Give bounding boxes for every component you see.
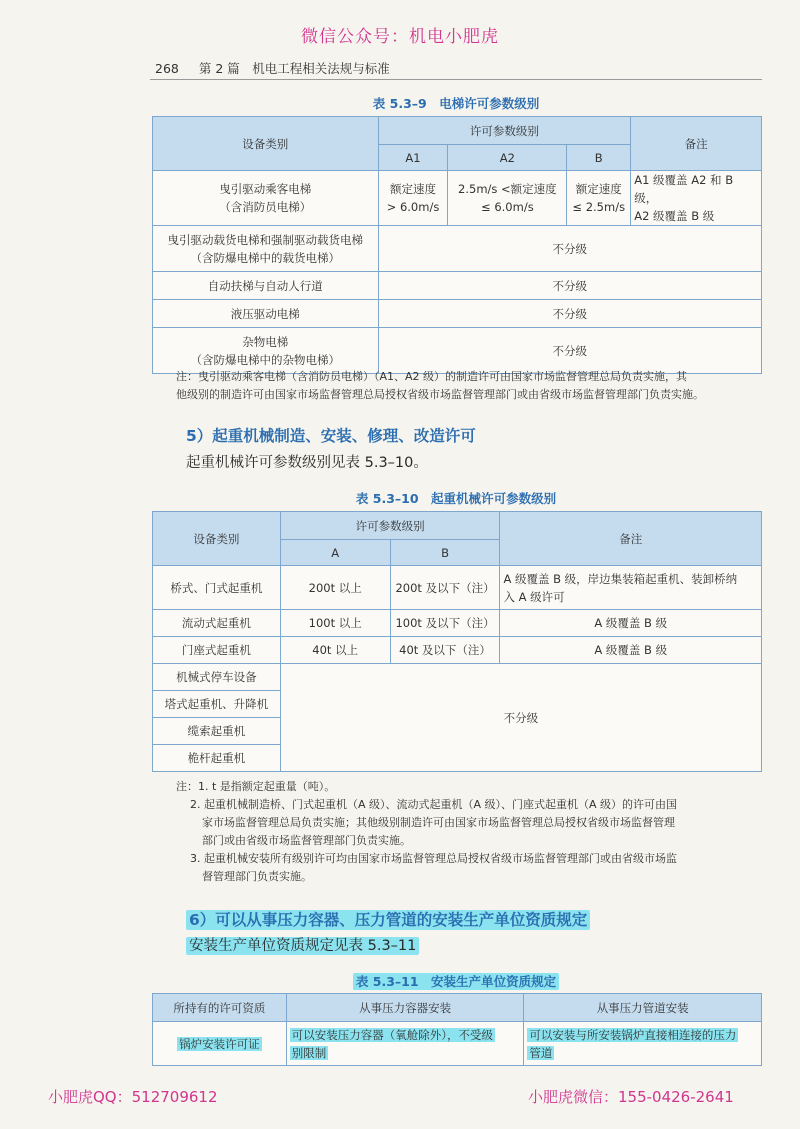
table-539 (152, 116, 762, 374)
section-5-body: 起重机械许可参数级别见表 5.3–10。 (186, 455, 428, 471)
cell-a: 100t 以上 (280, 610, 390, 637)
watermark-top: 微信公众号：机电小肥虎 (301, 27, 499, 47)
cell-vessel: 可以安装压力容器（氧舱除外），不受级 别限制 (286, 1022, 524, 1066)
cell-b: 200t 及以下（注） (390, 566, 500, 610)
header-vessel: 从事压力容器安装 (286, 994, 524, 1022)
page-number: 268 (155, 61, 179, 76)
cell-device: 门座式起重机 (153, 637, 281, 664)
cell-device: 缆索起重机 (153, 718, 281, 745)
cell-device: 自动扶梯与自动人行道 (153, 272, 379, 300)
cell-device: 桅杆起重机 (153, 745, 281, 772)
cell-note: A 级覆盖 B 级 (500, 637, 762, 664)
cell-pipe: 可以安装与所安装锅炉直接相连接的压力 管道 (524, 1022, 762, 1066)
cell-a: 200t 以上 (280, 566, 390, 610)
table-row (153, 664, 762, 691)
cell-device: 机械式停车设备 (153, 664, 281, 691)
header-pipe: 从事压力管道安装 (524, 994, 762, 1022)
table-5311-title: 表 5.3–11 安装生产单位资质规定 (150, 972, 762, 990)
cell-device: 曳引驱动载货电梯和强制驱动载货电梯 （含防爆电梯中的载货电梯） (153, 226, 379, 272)
table-row (153, 272, 762, 300)
table-row (153, 637, 762, 664)
header-note: 备注 (500, 512, 762, 566)
header-device: 设备类别 (153, 512, 281, 566)
cell-device: 塔式起重机、升降机 (153, 691, 281, 718)
section-5-heading: 5）起重机械制造、安装、修理、改造许可 (186, 427, 476, 445)
note-2: 2. 起重机械制造桥、门式起重机（A 级）、流动式起重机（A 级）、门座式起重机（A 级）的许可由国 家市场监督管理总局负责实施；其他级别制造许可由国家市场监督管理总局授权省级市场监督管理 部门或由省级市场监督管理部门负责实施。 (190, 798, 678, 847)
cell-b: 100t 及以下（注） (390, 610, 500, 637)
part-title: 第 2 篇 机电工程相关法规与标准 (198, 61, 390, 76)
cell-value: 不分级 (378, 328, 761, 374)
table-row (153, 610, 762, 637)
watermark-footer-left: 小肥虎QQ：512709612 (48, 1088, 218, 1106)
table-row (153, 300, 762, 328)
cell-device: 杂物电梯 （含防爆电梯中的杂物电梯） (153, 328, 379, 374)
cell-merged-value: 不分级 (280, 664, 761, 772)
table-539-title: 表 5.3–9 电梯许可参数级别 (372, 96, 540, 111)
cell-note: A 级覆盖 B 级 (500, 610, 762, 637)
header-a: A (280, 540, 390, 566)
cell-device: 桥式、门式起重机 (153, 566, 281, 610)
cell-value: 不分级 (378, 226, 761, 272)
note-3: 3. 起重机械安装所有级别许可均由国家市场监督管理总局授权省级市场监督管理部门或由省级市场监 督管理部门负责实施。 (190, 852, 677, 883)
cell-device: 流动式起重机 (153, 610, 281, 637)
table-5310-title: 表 5.3–10 起重机械许可参数级别 (355, 491, 557, 506)
table-5310 (152, 511, 762, 772)
table-row (153, 1022, 762, 1066)
table-row (153, 328, 762, 374)
cell-b: 40t 及以下（注） (390, 637, 500, 664)
table-5310-notes (176, 778, 766, 886)
cell-b: 额定速度 ≤ 2.5m/s (567, 171, 631, 226)
cell-note: A 级覆盖 B 级，岸边集装箱起重机、装卸桥纳 入 A 级许可 (500, 566, 762, 610)
header-b: B (390, 540, 500, 566)
header-license: 所持有的许可资质 (153, 994, 287, 1022)
table-row (153, 226, 762, 272)
table-row (153, 171, 762, 226)
cell-note: A1 级覆盖 A2 和 B 级， A2 级覆盖 B 级 (631, 171, 762, 226)
header-note: 备注 (631, 117, 762, 171)
cell-value: 不分级 (378, 300, 761, 328)
cell-a1: 额定速度 > 6.0m/s (378, 171, 448, 226)
table-row (153, 566, 762, 610)
cell-license: 锅炉安装许可证 (153, 1022, 287, 1066)
table-539-note: 注：曳引驱动乘客电梯（含消防员电梯）（A1、A2 级）的制造许可由国家市场监督管理总局负责实施，其 他级别的制造许可由国家市场监督管理总局授权省级市场监督管理部门或由省级市场监督管理部门负责实施。 (176, 370, 704, 401)
header-divider (150, 79, 762, 80)
note-1: 注：1. t 是指额定起重量（吨）。 (176, 780, 336, 793)
header-a1: A1 (378, 145, 448, 171)
cell-a: 40t 以上 (280, 637, 390, 664)
header-b: B (567, 145, 631, 171)
watermark-footer-right: 小肥虎微信：155-0426-2641 (528, 1088, 734, 1106)
section-6-body: 安装生产单位资质规定见表 5.3–11 (186, 934, 419, 955)
header-device: 设备类别 (153, 117, 379, 171)
header-params: 许可参数级别 (378, 117, 631, 145)
header-params: 许可参数级别 (280, 512, 500, 540)
header-a2: A2 (448, 145, 567, 171)
cell-device: 曳引驱动乘客电梯 （含消防员电梯） (153, 171, 379, 226)
cell-a2: 2.5m/s <额定速度 ≤ 6.0m/s (448, 171, 567, 226)
running-head (155, 59, 390, 77)
section-6-heading: 6）可以从事压力容器、压力管道的安装生产单位资质规定 (186, 908, 590, 930)
table-5311 (152, 993, 762, 1066)
cell-device: 液压驱动电梯 (153, 300, 379, 328)
cell-value: 不分级 (378, 272, 761, 300)
